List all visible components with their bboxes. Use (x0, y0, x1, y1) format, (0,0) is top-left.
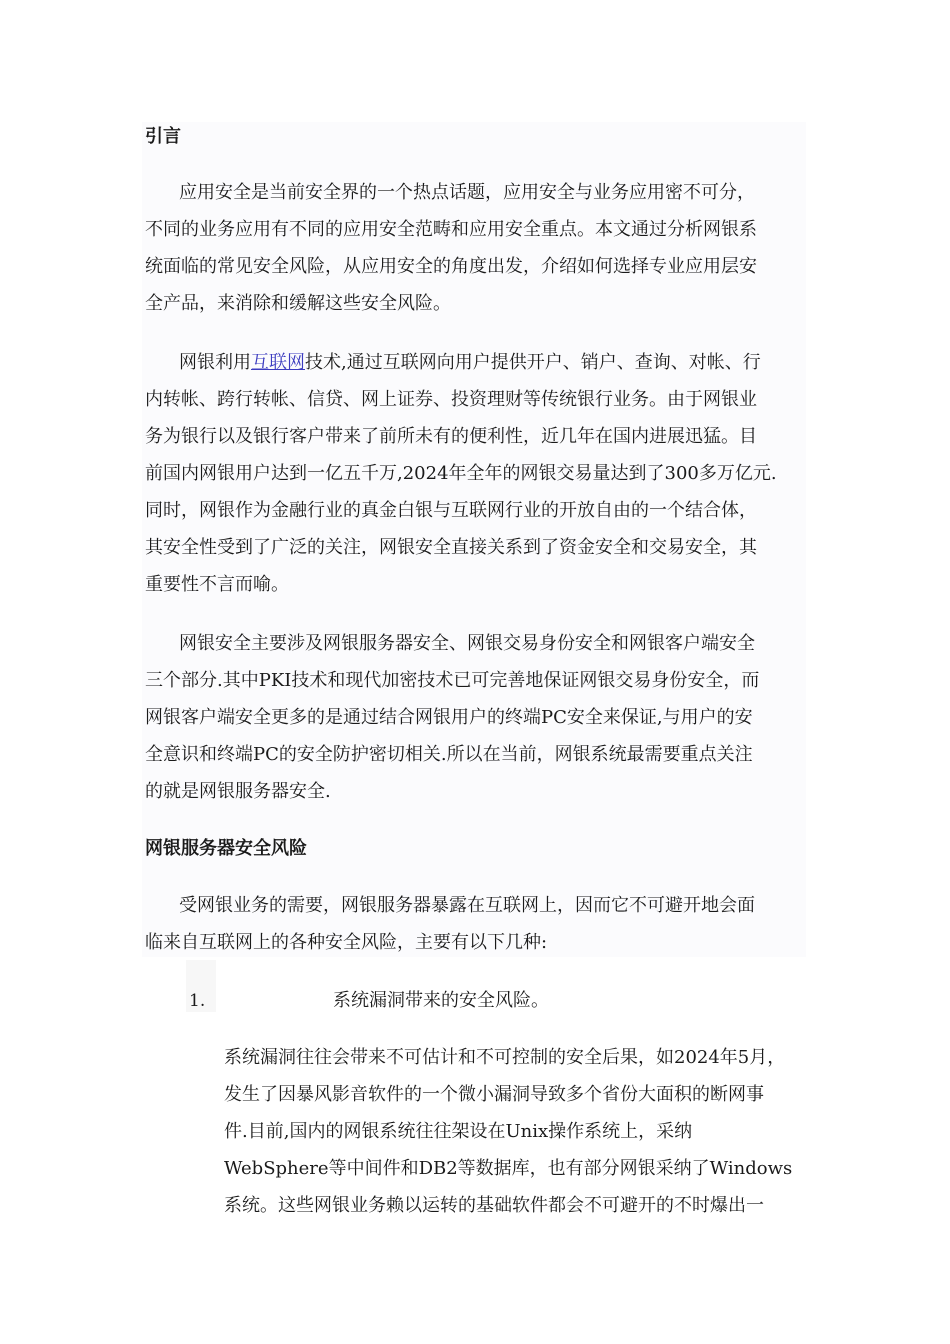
paragraph-line: 网银客户端安全更多的是通过结合网银用户的终端PC安全来保证,与用户的安 (145, 707, 753, 728)
internet-link[interactable]: 互联网 (251, 352, 305, 373)
paragraph-line: 临来自互联网上的各种安全风险，主要有以下几种: (145, 932, 548, 953)
paragraph-line: 三个部分.其中PKI技术和现代加密技术已可完善地保证网银交易身份安全，而 (145, 670, 760, 691)
risk-paragraph (145, 887, 810, 961)
paragraph-line: 网银安全主要涉及网银服务器安全、网银交易身份安全和网银客户端安全 (179, 633, 755, 654)
list-item-title: 系统漏洞带来的安全风险。 (333, 990, 549, 1011)
paragraph-line: 其安全性受到了广泛的关注，网银安全直接关系到了资金安全和交易安全，其 (145, 537, 757, 558)
paragraph-text: 网银利用 (179, 352, 251, 373)
paragraph-line: 同时，网银作为金融行业的真金白银与互联网行业的开放自由的一个结合体， (145, 500, 757, 521)
paragraph-line: 前国内网银用户达到一亿五千万,2024年全年的网银交易量达到了300多万亿元. (145, 463, 777, 484)
list-item-number: 1. (189, 991, 206, 1011)
paragraph-line: 统面临的常见安全风险，从应用安全的角度出发，介绍如何选择专业应用层安 (145, 256, 757, 277)
paragraph-line: 不同的业务应用有不同的应用安全范畴和应用安全重点。本文通过分析网银系 (145, 219, 757, 240)
paragraph-line: 受网银业务的需要，网银服务器暴露在互联网上，因而它不可避开地会面 (179, 895, 755, 916)
paragraph-line: 全产品，来消除和缓解这些安全风险。 (145, 293, 451, 314)
paragraph-line: 的就是网银服务器安全. (145, 781, 331, 802)
paragraph-line: 全意识和终端PC的安全防护密切相关.所以在当前，网银系统最需要重点关注 (145, 744, 753, 765)
paragraph-line: 务为银行以及银行客户带来了前所未有的便利性，近几年在国内进展迅猛。目 (145, 426, 757, 447)
paragraph-line: 重要性不言而喻。 (145, 574, 289, 595)
paragraph-line: WebSphere等中间件和DB2等数据库，也有部分网银采纳了Windows (224, 1158, 793, 1179)
section-heading-server-risk: 网银服务器安全风险 (145, 838, 307, 859)
section-heading-intro: 引言 (145, 126, 181, 147)
paragraph-line: 发生了因暴风影音软件的一个微小漏洞导致多个省份大面积的断网事 (224, 1084, 764, 1105)
intro-paragraph-3 (145, 625, 810, 810)
paragraph-line: 件.目前,国内的网银系统往往架设在Unix操作系统上，采纳 (224, 1121, 693, 1142)
intro-paragraph-2 (145, 344, 810, 603)
paragraph-line: 系统漏洞往往会带来不可估计和不可控制的安全后果，如2024年5月， (224, 1047, 786, 1068)
paragraph-line: 内转帐、跨行转帐、信贷、网上证券、投资理财等传统银行业务。由于网银业 (145, 389, 757, 410)
paragraph-line-with-link (145, 344, 810, 381)
paragraph-line: 系统。这些网银业务赖以运转的基础软件都会不可避开的不时爆出一 (224, 1195, 764, 1216)
intro-paragraph-1 (145, 174, 810, 322)
list-item-body (224, 1039, 834, 1224)
paragraph-text: 技术,通过互联网向用户提供开户、销户、查询、对帐、行 (305, 352, 761, 373)
paragraph-line: 应用安全是当前安全界的一个热点话题，应用安全与业务应用密不可分， (179, 182, 755, 203)
